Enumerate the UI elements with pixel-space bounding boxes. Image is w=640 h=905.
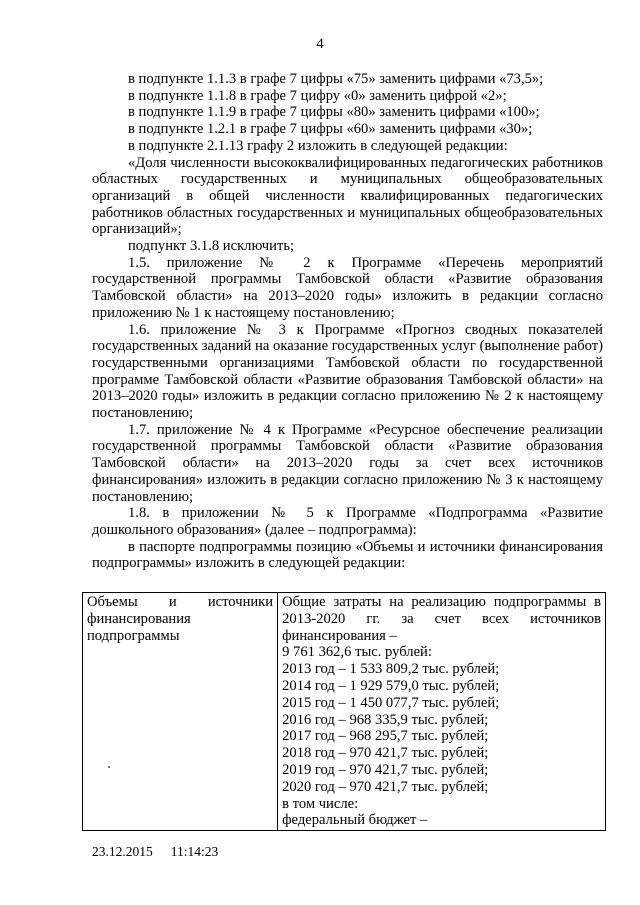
funding-federal: федеральный бюджет – [282,812,428,829]
funding-year: 2013 год – 1 533 809,2 тыс. рублей; [282,661,500,678]
funding-year: 2019 год – 970 421,7 тыс. рублей; [282,761,489,778]
paragraph: в подпункте 1.1.3 в графе 7 цифры «75» заменить цифрами «73,5»; [128,71,544,87]
funding-year: 2014 год – 1 929 579,0 тыс. рублей; [282,677,500,694]
paragraph: в подпункте 2.1.13 графу 2 изложить в следующей редакции: [128,137,508,154]
paragraph: «Доля численности высококвалифицированных педагогических работников областных государственных и муниципальных общеобразовательных организаций в общей численности квалифицированных педагогических работников областных государственных и муниципальных общеобразовательных организаций»; [92,154,603,238]
paragraph: 1.6. приложение № 3 к Программе «Прогноз сводных показателей государственных заданий на оказание государственных услуг (выполнение работ) государственными организациями Тамбовской области по государственной программе Тамбовской области «Развитие образования Тамбовской области» на 2013–2020 годы» изложить в редакции согласно приложению № 2 к настоящему постановлению; [92,321,603,422]
paragraph: в паспорте подпрограммы позицию «Объемы и источники финансирования подпрограммы» изложить в следующей редакции: [92,538,603,572]
paragraph: подпункт 3.1.8 исключить; [128,238,295,255]
funding-intro: Общие затраты на реализацию подпрограммы в 2013-2020 гг. за счет всех источников финансирования – [282,594,601,644]
footer-time: 11:14:23 [170,844,219,859]
paragraph: в подпункте 1.1.8 в графе 7 цифру «0» заменить цифрой «2»; [128,87,507,104]
paragraph: в подпункте 1.1.9 в графе 7 цифры «80» заменить цифрами «100»; [128,104,540,121]
footer-timestamp [92,844,236,860]
paragraph: 1.7. приложение № 4 к Программе «Ресурсное обеспечение реализации государственной программы Тамбовской области «Развитие образования Тамбовской области» на 2013–2020 годы за счет всех источников финансирования» изложить в редакции согласно приложению № 3 к настоящему постановлению; [92,421,603,505]
scan-dot [108,766,110,768]
table-cell-label [83,593,278,831]
funding-year: 2020 год – 970 421,7 тыс. рублей; [282,778,489,795]
funding-year: 2018 год – 970 421,7 тыс. рублей; [282,745,489,762]
funding-year: 2017 год – 968 295,7 тыс. рублей; [282,728,489,745]
funding-year: 2016 год – 968 335,9 тыс. рублей; [282,711,489,728]
page-number: 4 [316,36,324,52]
funding-including: в том числе: [282,795,359,812]
footer-date: 23.12.2015 [92,844,153,859]
paragraph: в подпункте 1.2.1 в графе 7 цифры «60» заменить цифрами «30»; [128,121,533,138]
table-cell-value [278,593,606,831]
funding-total: 9 761 362,6 тыс. рублей: [282,644,432,661]
document-body [92,71,603,572]
paragraph: 1.8. в приложении № 5 к Программе «Подпрограмма «Развитие дошкольного образования» (далее – подпрограмма): [92,505,603,538]
funding-table [82,592,606,831]
funding-year: 2015 год – 1 450 077,7 тыс. рублей; [282,694,500,711]
funding-label: Объемы и источники финансирования подпрограммы [87,594,274,644]
paragraph: 1.5. приложение № 2 к Программе «Перечень мероприятий государственной программы Тамбовской области «Развитие образования Тамбовской области» на 2013–2020 годы» изложить в редакции согласно приложению № 1 к настоящему постановлению; [92,254,603,321]
table-row [83,593,606,831]
